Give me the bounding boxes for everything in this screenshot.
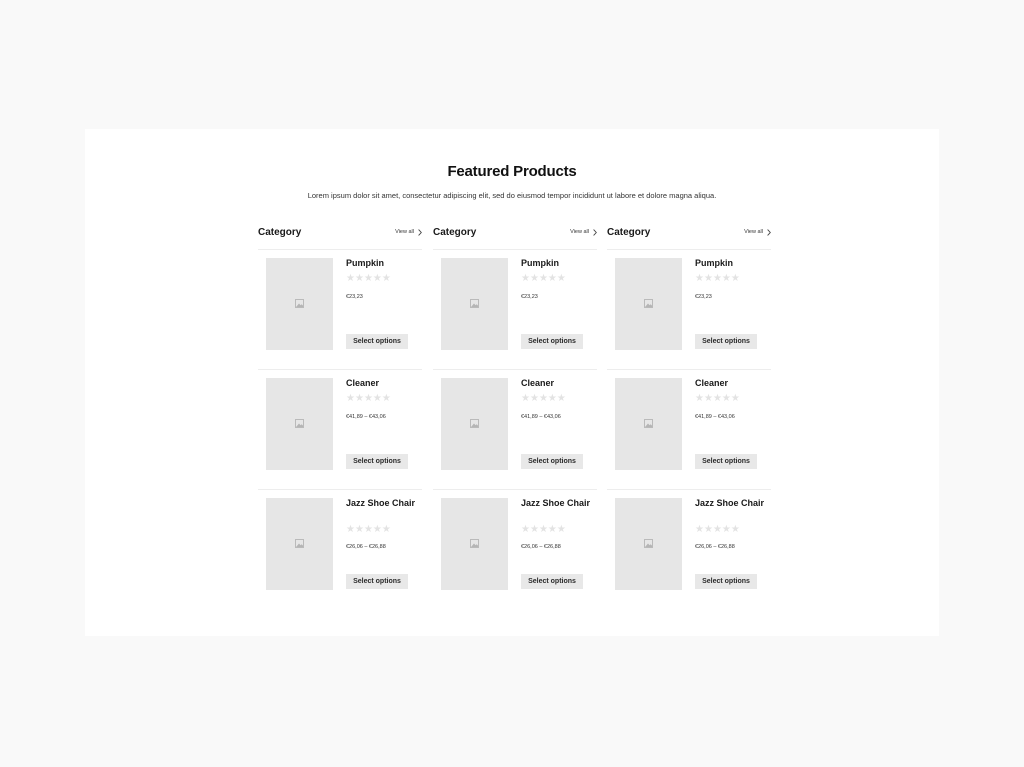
- star-icon: ★: [556, 524, 566, 535]
- star-icon: ★: [730, 524, 740, 535]
- star-icon: ★: [372, 393, 382, 404]
- product-card: [433, 370, 597, 490]
- select-options-button[interactable]: Select options: [521, 574, 583, 589]
- product-image[interactable]: [266, 378, 333, 470]
- star-icon: ★: [381, 524, 391, 535]
- category-header: [607, 225, 771, 250]
- star-icon: ★: [556, 273, 566, 284]
- category-header: [433, 225, 597, 250]
- image-placeholder-icon: [470, 419, 479, 428]
- star-icon: ★: [346, 393, 355, 404]
- star-icon: ★: [372, 524, 382, 535]
- product-card: [258, 250, 422, 370]
- image-placeholder-icon: [644, 539, 653, 548]
- view-all-link[interactable]: [395, 227, 422, 237]
- star-icon: ★: [695, 273, 704, 284]
- product-name[interactable]: Cleaner: [521, 378, 555, 388]
- product-image[interactable]: [615, 498, 682, 590]
- chevron-right-icon: [593, 229, 597, 236]
- select-options-button[interactable]: Select options: [346, 574, 408, 589]
- product-card: [607, 370, 771, 490]
- star-icon: ★: [354, 393, 364, 404]
- product-price: €26,06 – €26,88: [521, 544, 561, 550]
- product-image[interactable]: [441, 498, 508, 590]
- view-all-link[interactable]: [570, 227, 597, 237]
- rating-stars: [346, 525, 391, 535]
- rating-stars: [695, 525, 740, 535]
- product-card: [433, 250, 597, 370]
- select-options-button[interactable]: Select options: [346, 334, 408, 349]
- star-icon: ★: [538, 273, 548, 284]
- view-all-label: View all: [744, 229, 763, 235]
- star-icon: ★: [529, 524, 539, 535]
- rating-stars: [346, 274, 391, 284]
- star-icon: ★: [703, 393, 713, 404]
- product-price: €26,06 – €26,88: [346, 544, 386, 550]
- image-placeholder-icon: [295, 419, 304, 428]
- star-icon: ★: [538, 524, 548, 535]
- rating-stars: [695, 394, 740, 404]
- star-icon: ★: [354, 273, 364, 284]
- category-title: Category: [258, 227, 302, 238]
- category-title: Category: [607, 227, 651, 238]
- star-icon: ★: [703, 273, 713, 284]
- product-price: €23,23: [521, 294, 538, 300]
- star-icon: ★: [538, 393, 548, 404]
- product-name[interactable]: Cleaner: [346, 378, 380, 388]
- star-icon: ★: [712, 524, 722, 535]
- product-name[interactable]: Pumpkin: [695, 258, 734, 268]
- product-price: €26,06 – €26,88: [695, 544, 735, 550]
- category-column: [433, 225, 597, 609]
- star-icon: ★: [547, 393, 557, 404]
- featured-products-section: [85, 129, 939, 636]
- rating-stars: [521, 394, 566, 404]
- product-price: €23,23: [695, 294, 712, 300]
- select-options-button[interactable]: Select options: [695, 574, 757, 589]
- star-icon: ★: [363, 524, 373, 535]
- select-options-button[interactable]: Select options: [695, 454, 757, 469]
- product-name[interactable]: Pumpkin: [521, 258, 560, 268]
- image-placeholder-icon: [644, 299, 653, 308]
- star-icon: ★: [529, 393, 539, 404]
- star-icon: ★: [721, 524, 731, 535]
- select-options-button[interactable]: Select options: [521, 454, 583, 469]
- image-placeholder-icon: [644, 419, 653, 428]
- star-icon: ★: [730, 273, 740, 284]
- product-price: €41,89 – €43,06: [346, 414, 386, 420]
- product-name[interactable]: Cleaner: [695, 378, 729, 388]
- product-name[interactable]: Jazz Shoe Chair: [695, 498, 765, 508]
- star-icon: ★: [556, 393, 566, 404]
- rating-stars: [521, 274, 566, 284]
- star-icon: ★: [521, 524, 530, 535]
- star-icon: ★: [721, 393, 731, 404]
- star-icon: ★: [521, 393, 530, 404]
- category-header: [258, 225, 422, 250]
- product-image[interactable]: [441, 258, 508, 350]
- star-icon: ★: [346, 524, 355, 535]
- rating-stars: [695, 274, 740, 284]
- product-card: [607, 490, 771, 609]
- star-icon: ★: [381, 273, 391, 284]
- star-icon: ★: [721, 273, 731, 284]
- star-icon: ★: [712, 273, 722, 284]
- star-icon: ★: [363, 393, 373, 404]
- rating-stars: [346, 394, 391, 404]
- star-icon: ★: [372, 273, 382, 284]
- product-card: [258, 370, 422, 490]
- section-title: Featured Products: [447, 163, 577, 180]
- star-icon: ★: [346, 273, 355, 284]
- view-all-label: View all: [395, 229, 414, 235]
- product-image[interactable]: [615, 378, 682, 470]
- product-price: €41,89 – €43,06: [521, 414, 561, 420]
- category-column: [607, 225, 771, 609]
- rating-stars: [521, 525, 566, 535]
- product-card: [258, 490, 422, 609]
- star-icon: ★: [354, 524, 364, 535]
- category-title: Category: [433, 227, 477, 238]
- select-options-button[interactable]: Select options: [521, 334, 583, 349]
- product-name[interactable]: Pumpkin: [346, 258, 385, 268]
- product-name[interactable]: Jazz Shoe Chair: [521, 498, 591, 508]
- chevron-right-icon: [418, 229, 422, 236]
- star-icon: ★: [521, 273, 530, 284]
- star-icon: ★: [695, 393, 704, 404]
- image-placeholder-icon: [295, 299, 304, 308]
- product-image[interactable]: [615, 258, 682, 350]
- product-image[interactable]: [441, 378, 508, 470]
- product-card: [433, 490, 597, 609]
- image-placeholder-icon: [470, 539, 479, 548]
- view-all-link[interactable]: [744, 227, 771, 237]
- category-column: [258, 225, 422, 609]
- product-image[interactable]: [266, 498, 333, 590]
- product-price: €23,23: [346, 294, 363, 300]
- star-icon: ★: [529, 273, 539, 284]
- star-icon: ★: [547, 273, 557, 284]
- star-icon: ★: [730, 393, 740, 404]
- view-all-label: View all: [570, 229, 589, 235]
- product-image[interactable]: [266, 258, 333, 350]
- chevron-right-icon: [767, 229, 771, 236]
- star-icon: ★: [381, 393, 391, 404]
- select-options-button[interactable]: Select options: [346, 454, 408, 469]
- product-name[interactable]: Jazz Shoe Chair: [346, 498, 416, 508]
- star-icon: ★: [547, 524, 557, 535]
- product-card: [607, 250, 771, 370]
- product-price: €41,89 – €43,06: [695, 414, 735, 420]
- section-subtitle: Lorem ipsum dolor sit amet, consectetur adipiscing elit, sed do eiusmod tempor incididunt ut labore et dolore magna aliqua.: [307, 191, 717, 200]
- image-placeholder-icon: [470, 299, 479, 308]
- star-icon: ★: [712, 393, 722, 404]
- select-options-button[interactable]: Select options: [695, 334, 757, 349]
- star-icon: ★: [363, 273, 373, 284]
- image-placeholder-icon: [295, 539, 304, 548]
- star-icon: ★: [703, 524, 713, 535]
- star-icon: ★: [695, 524, 704, 535]
